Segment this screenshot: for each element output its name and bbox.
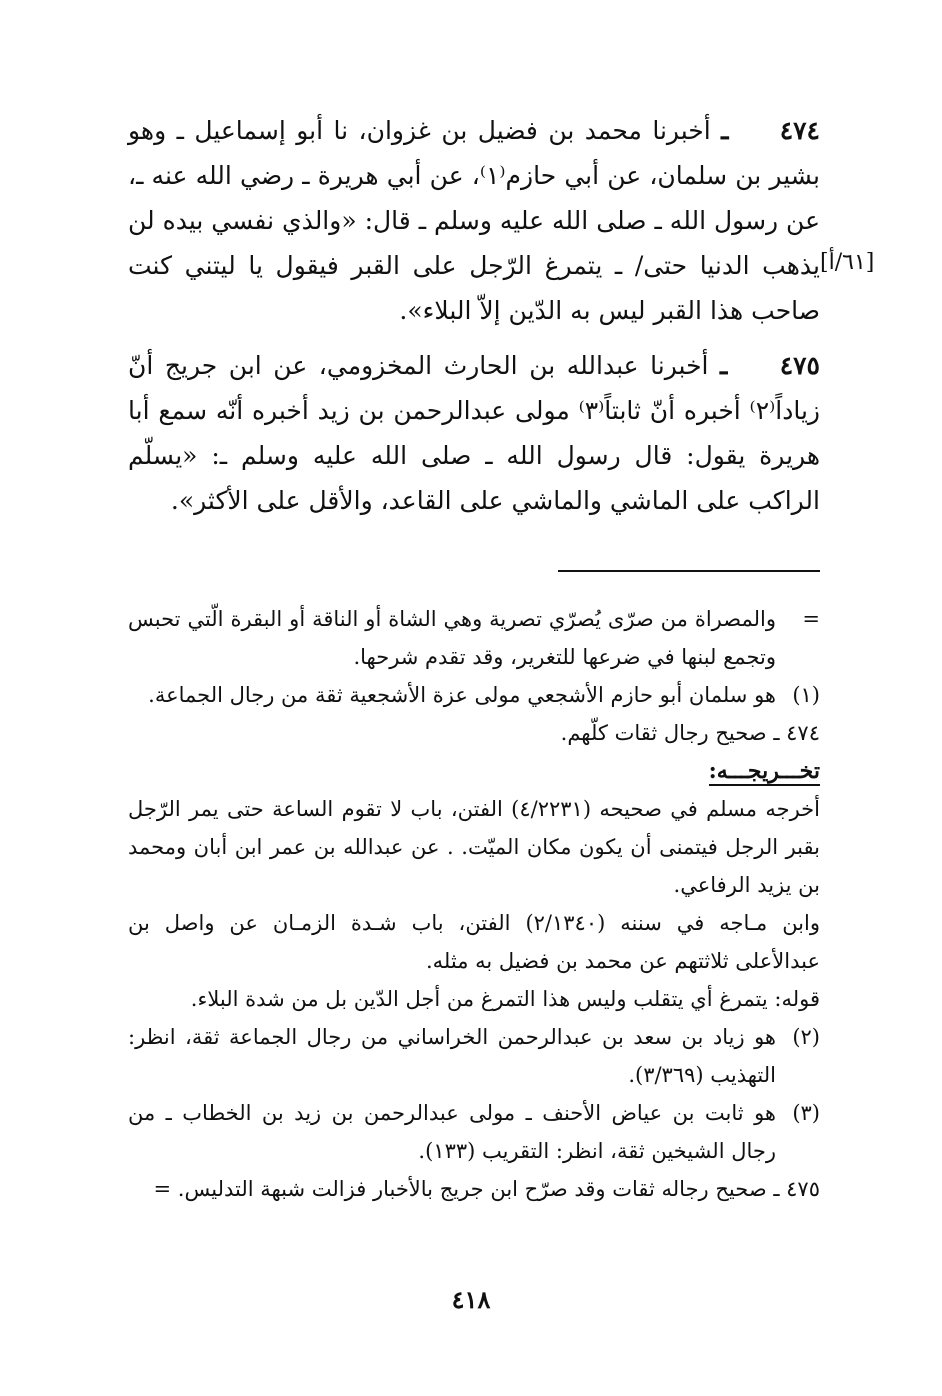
footnote-marker: (٢) [792,1025,820,1049]
footnotes-section [128,600,820,1208]
takhrij-label: تخـــريجـــه: [708,758,820,784]
takhrij-paragraph [128,980,820,1018]
footnote-3 [128,1094,820,1170]
hadith-475 [128,343,820,523]
page-number: ٤١٨ [451,1285,491,1314]
footnote-marker: = [802,607,820,631]
manuscript-folio-note: [٦١/أ] [820,250,875,275]
takhrij-paragraph [128,790,820,904]
hadith-475-text: أخبرنا عبدالله بن الحارث المخزومي، عن ابن جريج أنّ زياداً⁽٢⁾ أخبره أنّ ثابتاً⁽٣⁾ مولى عبدالرحمن بن زيد أخبره أنّه سمع أبا هريرة يقول: قال رسول الله ـ صلى الله عليه وسلم ـ: «يسلّم الراكب على الماشي والماشي على القاعد، والأقل على الأكثر». [128,351,820,515]
takhrij-heading [128,752,820,790]
footnote-2 [128,1018,820,1094]
grading-text: ٤٧٤ ـ صحيح رجال ثقات كلّهم. [560,721,820,745]
footnote-text: هو زياد بن سعد بن عبدالرحمن الخراساني من رجال الجماعة ثقة، انظر: التهذيب (٣/٣٦٩). [128,1025,776,1087]
footnote-text: هو سلمان أبو حازم الأشجعي مولى عزة الأشجعية ثقة من رجال الجماعة. [148,683,776,707]
footnote-marker: (٣) [792,1101,820,1125]
hadith-475-number: ٤٧٥ ـ [720,351,820,380]
hadith-474-text: أخبرنا محمد بن فضيل بن غزوان، نا أبو إسماعيل ـ وهو بشير بن سلمان، عن أبي حازم⁽١⁾، عن أبي هريرة ـ رضي الله عنه ـ، عن رسول الله ـ صلى الله عليه وسلم ـ قال: «والذي نفسي بيده لن يذهب الدنيا حتى/ ـ يتمرغ الرّجل على القبر فيقول يا ليتني كنت صاحب هذا القبر ليس به الدّين إلاّ البلاء». [128,116,820,325]
main-text [128,108,820,533]
grading-475 [128,1170,820,1208]
grading-474 [128,714,820,752]
footnote-text: والمصراة من صرّى يُصرّي تصرية وهي الشاة أو الناقة أو البقرة الّتي تحبس وتجمع لبنها في ضرعها للتغرير، وقد تقدم شرحها. [128,607,776,669]
footnote-divider [558,570,820,572]
grading-text: ٤٧٥ ـ صحيح رجاله ثقات وقد صرّح ابن جريج بالأخبار فزالت شبهة التدليس. = [153,1177,820,1201]
hadith-474-number: ٤٧٤ ـ [721,116,820,145]
hadith-474 [128,108,820,333]
footnote-text: هو ثابت بن عياض الأحنف ـ مولى عبدالرحمن بن زيد بن الخطاب ـ من رجال الشيخين ثقة، انظر: التقريب (١٣٣). [128,1101,776,1163]
takhrij-text: وابن مـاجه في سننه (٢/١٣٤٠) الفتن، باب شـدة الزمـان عن واصل بن عبدالأعلى ثلاثتهم عن محمد بن فضيل به مثله. [128,911,821,973]
takhrij-text: أخرجه مسلم في صحيحه (٤/٢٢٣١) الفتن، باب لا تقوم الساعة حتى يمر الرّجل بقبر الرجل فيتمنى أن يكون مكان الميّت. . عن عبدالله بن عمر ابن أبان ومحمد بن يزيد الرفاعي. [128,797,820,897]
takhrij-text: قوله: يتمرغ أي يتقلب وليس هذا التمرغ من أجل الدّين بل من شدة البلاء. [190,987,820,1011]
footnote-marker: (١) [792,683,820,707]
footnote-1 [128,676,820,714]
takhrij-paragraph [128,904,820,980]
footnote-continued [128,600,820,676]
